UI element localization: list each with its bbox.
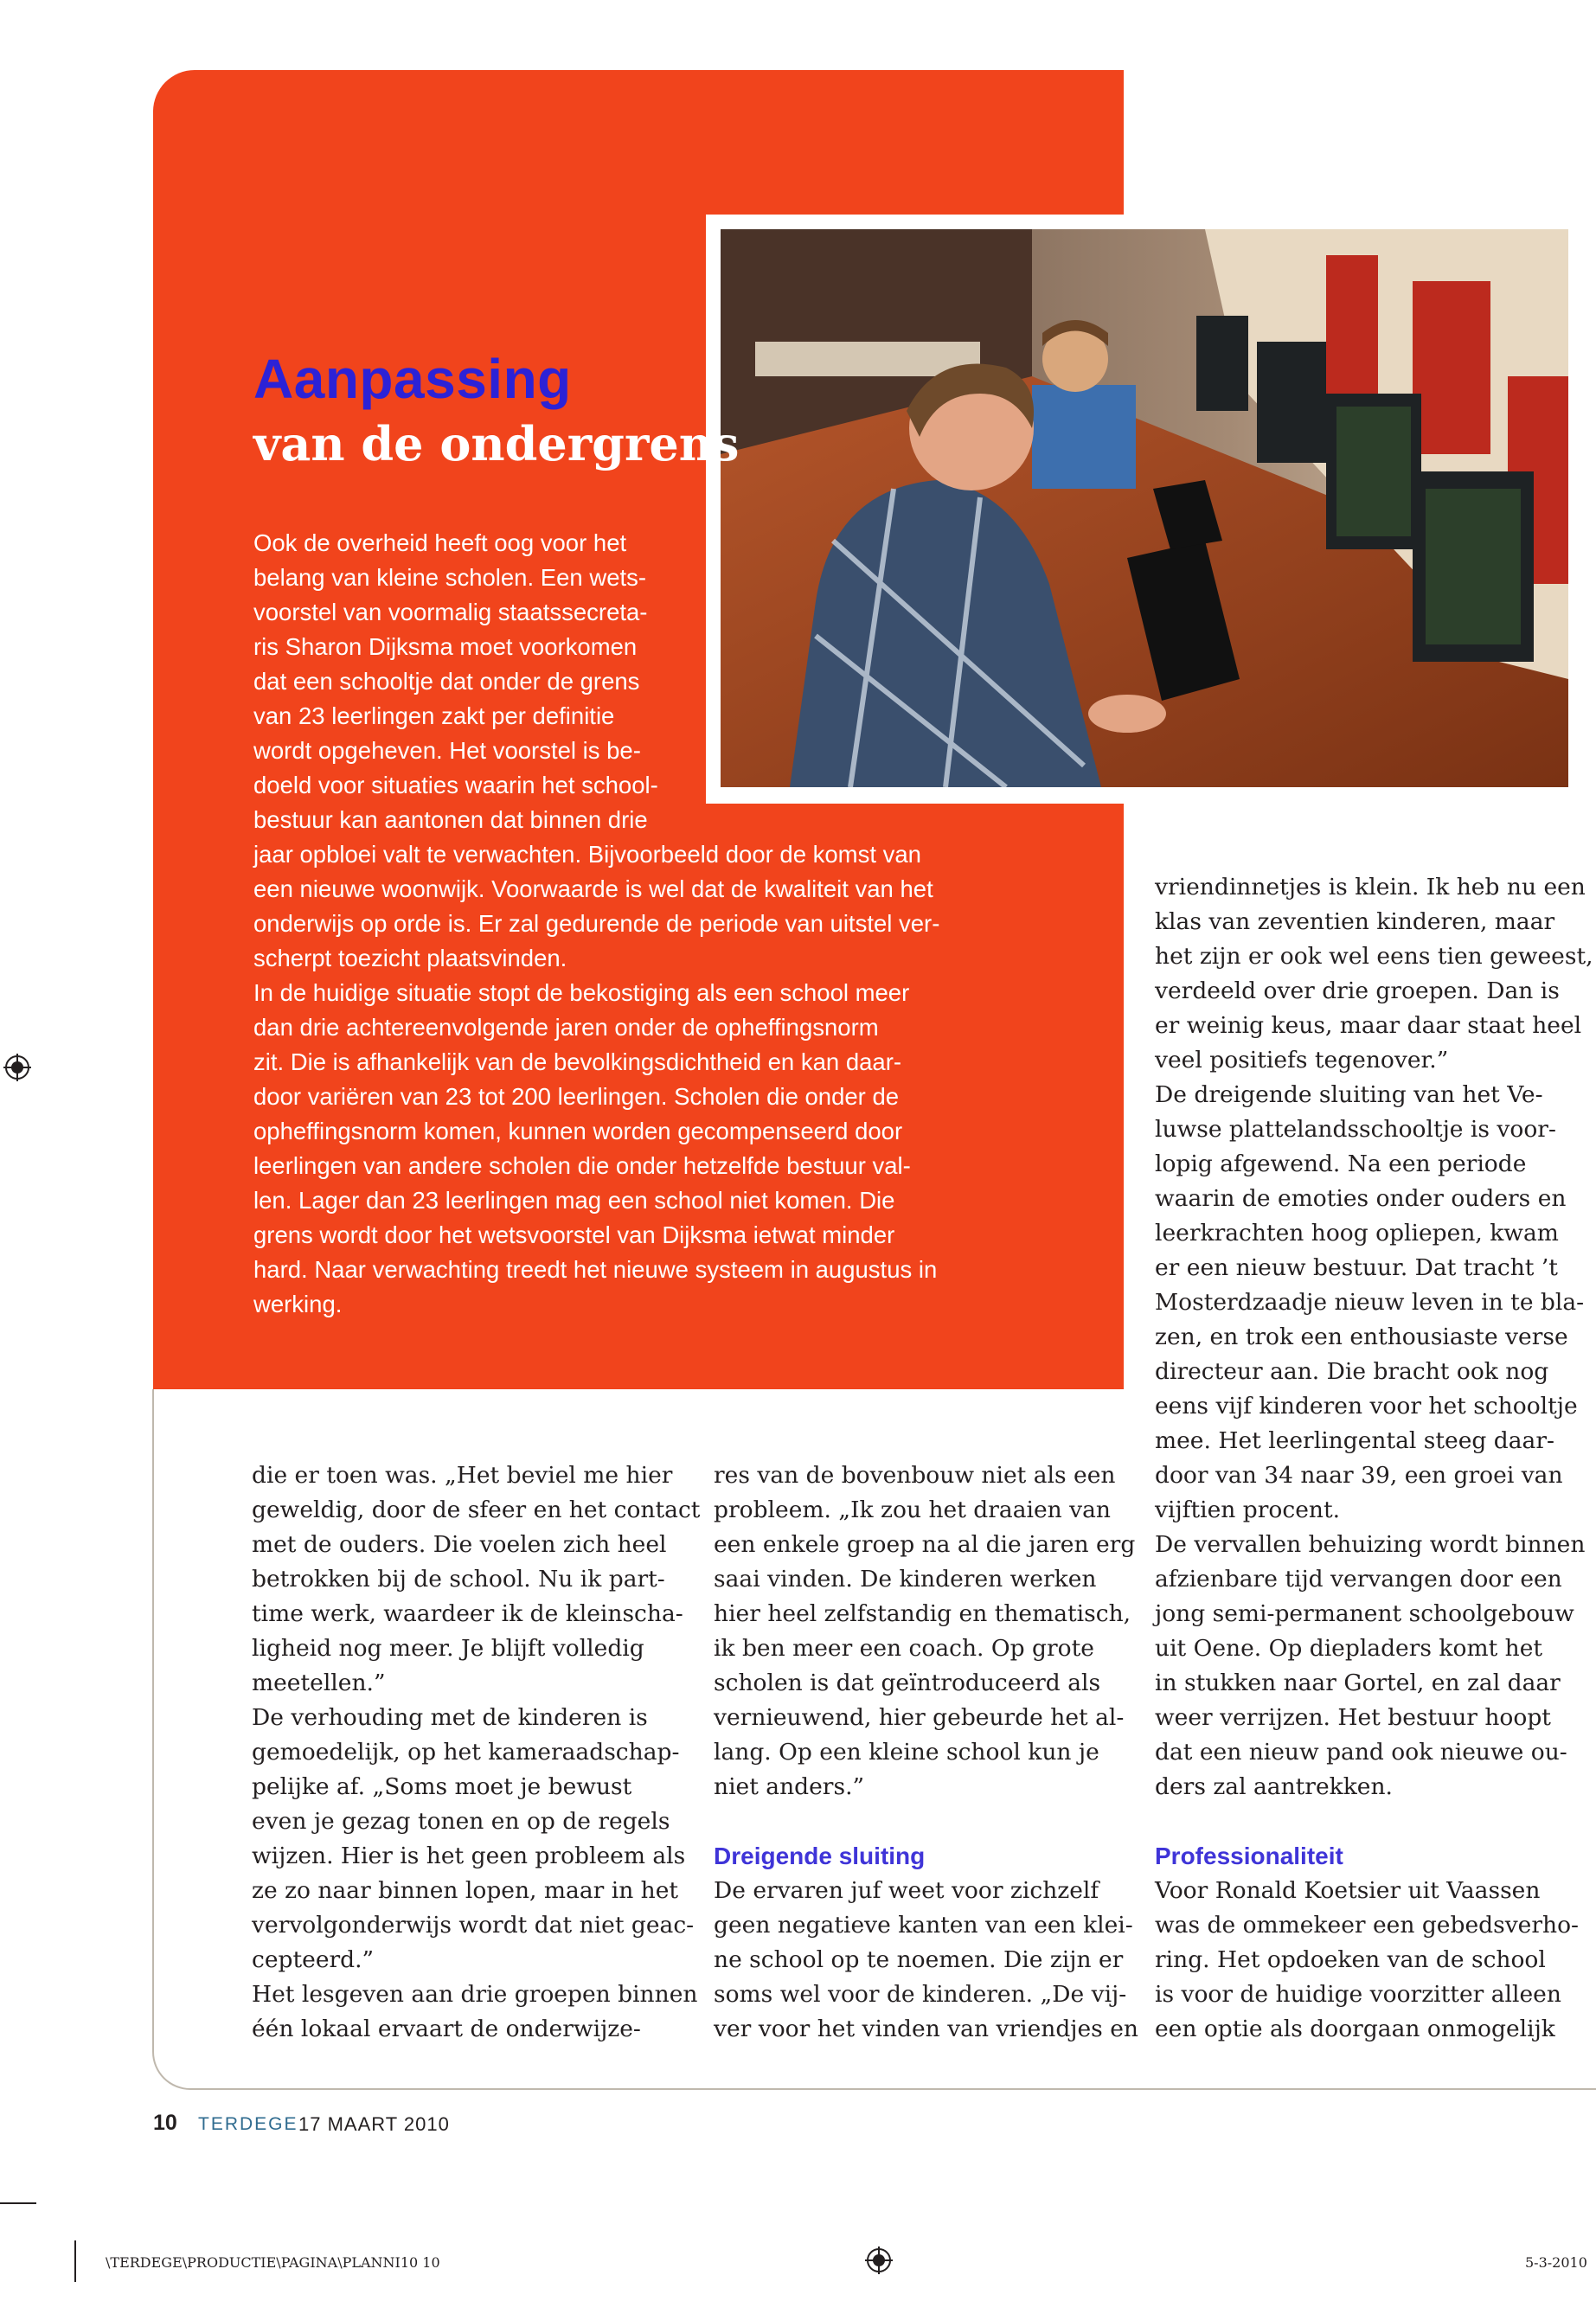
column3-line: zen, en trok een enthousiaste verse xyxy=(1155,1324,1568,1350)
column2-line: scholen is dat geïntroduceerd als xyxy=(714,1670,1101,1696)
sidebar-line: door variëren van 23 tot 200 leerlingen. Scholen die onder de xyxy=(253,1083,900,1110)
column3-line: De vervallen behuizing wordt binnen xyxy=(1155,1531,1586,1558)
column3-line: luwse plattelandsschooltje is voor- xyxy=(1155,1116,1556,1143)
column2-line: een enkele groep na al die jaren erg xyxy=(714,1531,1136,1558)
column3-line: was de ommekeer een gebedsverho- xyxy=(1155,1912,1579,1939)
sidebar-line: In de huidige situatie stopt de bekostiging als een school meer xyxy=(253,979,910,1006)
column1-line: wijzen. Hier is het geen probleem als xyxy=(252,1843,686,1869)
subhead-professionaliteit: Professionaliteit xyxy=(1155,1843,1343,1869)
column3-line: verdeeld over drie groepen. Dan is xyxy=(1155,977,1560,1004)
sidebar-title: Aanpassing xyxy=(253,348,572,410)
column3-line: is voor de huidige voorzitter alleen xyxy=(1155,1981,1561,2008)
column1-line: ze zo naar binnen lopen, maar in het xyxy=(252,1877,679,1904)
column1-line: met de ouders. Die voelen zich heel xyxy=(252,1531,667,1558)
column3-line: De dreigende sluiting van het Ve- xyxy=(1155,1081,1543,1108)
column3-line: uit Oene. Op diepladers komt het xyxy=(1155,1635,1543,1662)
classroom-photo xyxy=(721,229,1568,787)
column2-line: lang. Op een kleine school kun je xyxy=(714,1739,1099,1766)
column3-line: veel positiefs tegenover.” xyxy=(1155,1047,1449,1074)
sidebar-line: opheffingsnorm komen, kunnen worden gecompenseerd door xyxy=(253,1118,903,1144)
sidebar-line: belang van kleine scholen. Een wets- xyxy=(253,564,647,591)
column2-line: probleem. „Ik zou het draaien van xyxy=(714,1497,1111,1523)
sidebar-line: doeld voor situaties waarin het school- xyxy=(253,772,658,798)
column3-line: Mosterdzaadje nieuw leven in te bla- xyxy=(1155,1289,1585,1316)
column3-line: een optie als doorgaan onmogelijk xyxy=(1155,2016,1555,2042)
column3-line: waarin de emoties onder ouders en xyxy=(1155,1185,1567,1212)
sidebar-subtitle: van de ondergrens xyxy=(253,416,740,471)
column3-line: mee. Het leerlingental steeg daar- xyxy=(1155,1427,1554,1454)
column2-line: niet anders.” xyxy=(714,1773,865,1800)
column1-line: vervolgonderwijs wordt dat niet geac- xyxy=(252,1912,695,1939)
sidebar-line: leerlingen van andere scholen die onder hetzelfde bestuur val- xyxy=(253,1152,911,1179)
sidebar-line: dan drie achtereenvolgende jaren onder de opheffingsnorm xyxy=(253,1014,879,1041)
column3-line: leerkrachten hoog opliepen, kwam xyxy=(1155,1220,1559,1247)
column1-line: Het lesgeven aan drie groepen binnen xyxy=(252,1981,698,2008)
column1-line: even je gezag tonen en op de regels xyxy=(252,1808,670,1835)
column1-line: De verhouding met de kinderen is xyxy=(252,1704,648,1731)
column3-line: klas van zeventien kinderen, maar xyxy=(1155,908,1555,935)
column3-line: jong semi-permanent schoolgebouw xyxy=(1155,1600,1574,1627)
column2-line: geen negatieve kanten van een klei- xyxy=(714,1912,1133,1939)
sidebar-line: zit. Die is afhankelijk van de bevolkingsdichtheid en kan daar- xyxy=(253,1048,902,1075)
sidebar-line: wordt opgeheven. Het voorstel is be- xyxy=(253,737,641,764)
column3-line: weer verrijzen. Het bestuur hoopt xyxy=(1155,1704,1551,1731)
column1-line: time werk, waardeer ik de kleinscha- xyxy=(252,1600,683,1627)
column1-line: ligheid nog meer. Je blijft volledig xyxy=(252,1635,644,1662)
column1-line: betrokken bij de school. Nu ik part- xyxy=(252,1566,665,1593)
column3-line: door van 34 naar 39, een groei van xyxy=(1155,1462,1563,1489)
sidebar-line: bestuur kan aantonen dat binnen drie xyxy=(253,806,648,833)
column3-line: het zijn er ook wel eens tien geweest, xyxy=(1155,943,1593,970)
column1-line: geweldig, door de sfeer en het contact xyxy=(252,1497,701,1523)
column2-line: soms wel voor de kinderen. „De vij- xyxy=(714,1981,1127,2008)
column3-line: eens vijf kinderen voor het schooltje xyxy=(1155,1393,1578,1420)
column1-line: één lokaal ervaart de onderwijze- xyxy=(252,2016,641,2042)
sidebar-line: scherpt toezicht plaatsvinden. xyxy=(253,945,567,971)
column3-line: dat een nieuw pand ook nieuwe ou- xyxy=(1155,1739,1567,1766)
sidebar-line: jaar opbloei valt te verwachten. Bijvoorbeeld door de komst van xyxy=(253,841,921,868)
column1-line: pelijke af. „Soms moet je bewust xyxy=(252,1773,632,1800)
sidebar-line: van 23 leerlingen zakt per definitie xyxy=(253,702,615,729)
column2-line: De ervaren juf weet voor zichzelf xyxy=(714,1877,1099,1904)
column1-line: cepteerd.” xyxy=(252,1946,375,1973)
classroom-computers-photo xyxy=(721,229,1568,787)
column3-line: afzienbare tijd vervangen door een xyxy=(1155,1566,1562,1593)
print-slug-path: \TERDEGE\PRODUCTIE\PAGINA\PLANNI10 10 xyxy=(106,2254,440,2271)
column3-line: in stukken naar Gortel, en zal daar xyxy=(1155,1670,1561,1696)
column2-line: ver voor het vinden van vriendjes en xyxy=(714,2016,1138,2042)
sidebar-line: onderwijs op orde is. Er zal gedurende de periode van uitstel ver- xyxy=(253,910,940,937)
sidebar-line: Ook de overheid heeft oog voor het xyxy=(253,529,627,556)
column3-line: er een nieuw bestuur. Dat tracht ’t xyxy=(1155,1254,1558,1281)
sidebar-line: voorstel van voormalig staatssecreta- xyxy=(253,599,648,625)
sidebar-line: hard. Naar verwachting treedt het nieuwe systeem in augustus in xyxy=(253,1256,938,1283)
column2-line: saai vinden. De kinderen werken xyxy=(714,1566,1097,1593)
page-number: 10 xyxy=(153,2111,177,2135)
column3-line: ring. Het opdoeken van de school xyxy=(1155,1946,1546,1973)
issue-date: 17 MAART 2010 xyxy=(298,2113,450,2135)
sidebar-line: len. Lager dan 23 leerlingen mag een school niet komen. Die xyxy=(253,1187,895,1214)
sidebar-line: ris Sharon Dijksma moet voorkomen xyxy=(253,633,638,660)
sidebar-line: een nieuwe woonwijk. Voorwaarde is wel dat de kwaliteit van het xyxy=(253,875,933,902)
column3-line: er weinig keus, maar daar staat heel xyxy=(1155,1012,1582,1039)
column3-line: vriendinnetjes is klein. Ik heb nu een xyxy=(1155,874,1586,901)
column2-line: ik ben meer een coach. Op grote xyxy=(714,1635,1094,1662)
crop-mark xyxy=(0,2202,36,2204)
column2-line: hier heel zelfstandig en thematisch, xyxy=(714,1600,1131,1627)
column3-line: Voor Ronald Koetsier uit Vaassen xyxy=(1155,1877,1541,1904)
column2-line: vernieuwend, hier gebeurde het al- xyxy=(714,1704,1125,1731)
crop-mark xyxy=(74,2240,76,2282)
column3-line: vijftien procent. xyxy=(1155,1497,1341,1523)
column1-line: gemoedelijk, op het kameraadschap- xyxy=(252,1739,680,1766)
column1-line: die er toen was. „Het beviel me hier xyxy=(252,1462,673,1489)
column3-line: directeur aan. Die bracht ook nog xyxy=(1155,1358,1549,1385)
column1-line: meetellen.” xyxy=(252,1670,386,1696)
print-slug-date: 5-3-2010 xyxy=(1525,2254,1587,2271)
column2-line: ne school op te noemen. Die zijn er xyxy=(714,1946,1124,1973)
sidebar-line: dat een schooltje dat onder de grens xyxy=(253,668,640,695)
magazine-name: TERDEGE xyxy=(198,2114,298,2134)
sidebar-line: werking. xyxy=(253,1291,343,1317)
subhead-dreigende-sluiting: Dreigende sluiting xyxy=(714,1843,926,1869)
registration-mark-icon xyxy=(3,1054,31,1081)
column3-line: ders zal aantrekken. xyxy=(1155,1773,1393,1800)
sidebar-line: grens wordt door het wetsvoorstel van Dijksma ietwat minder xyxy=(253,1221,895,1248)
column2-line: res van de bovenbouw niet als een xyxy=(714,1462,1116,1489)
registration-mark-icon xyxy=(865,2247,893,2274)
column3-line: lopig afgewend. Na een periode xyxy=(1155,1150,1527,1177)
